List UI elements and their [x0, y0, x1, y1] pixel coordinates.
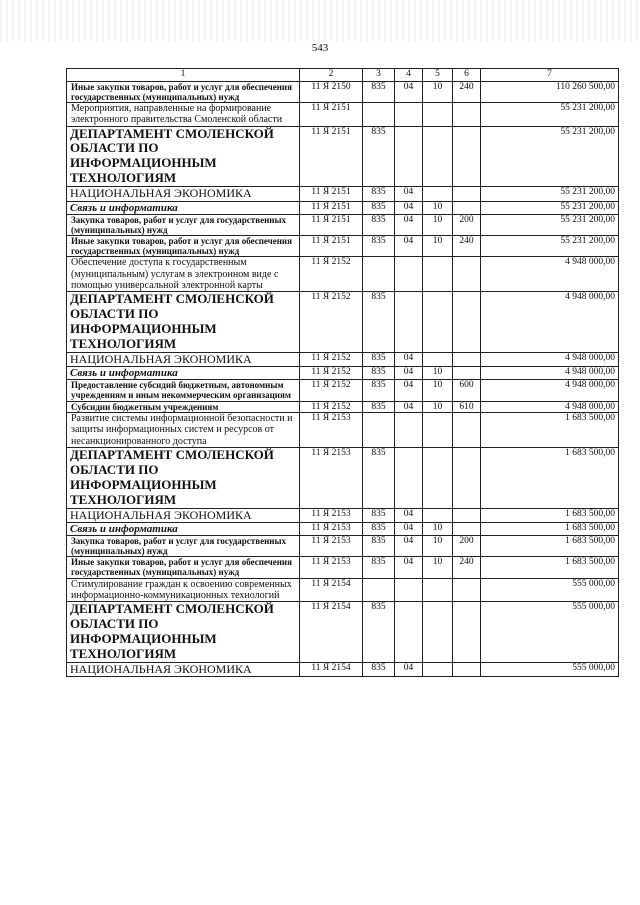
cell-amount: 55 231 200,00: [481, 201, 619, 214]
cell-code: 11 Я 2151: [300, 126, 363, 187]
cell-type: [453, 413, 481, 448]
cell-code: 11 Я 2151: [300, 236, 363, 257]
header-cell: 3: [363, 69, 395, 82]
cell-type: [453, 257, 481, 292]
header-cell: 6: [453, 69, 481, 82]
cell-name: Закупка товаров, работ и услуг для государственных (муниципальных) нужд: [67, 536, 300, 557]
cell-dept: 835: [363, 522, 395, 535]
cell-code: 11 Я 2154: [300, 578, 363, 601]
cell-sec: 04: [395, 522, 423, 535]
cell-code: 11 Я 2151: [300, 103, 363, 126]
cell-amount: 55 231 200,00: [481, 215, 619, 236]
cell-dept: 835: [363, 401, 395, 413]
cell-amount: 555 000,00: [481, 662, 619, 676]
cell-code: 11 Я 2154: [300, 601, 363, 662]
cell-name: Закупка товаров, работ и услуг для государственных (муниципальных) нужд: [67, 215, 300, 236]
cell-name: НАЦИОНАЛЬНАЯ ЭКОНОМИКА: [67, 662, 300, 676]
cell-sec: 04: [395, 401, 423, 413]
cell-name: НАЦИОНАЛЬНАЯ ЭКОНОМИКА: [67, 352, 300, 366]
cell-amount: 1 683 500,00: [481, 447, 619, 508]
cell-amount: 55 231 200,00: [481, 103, 619, 126]
cell-sub: 10: [423, 236, 453, 257]
scan-header-noise: [0, 0, 640, 42]
cell-sub: 10: [423, 536, 453, 557]
cell-dept: 835: [363, 601, 395, 662]
table-row: [67, 291, 619, 352]
cell-name: НАЦИОНАЛЬНАЯ ЭКОНОМИКА: [67, 187, 300, 201]
cell-code: 11 Я 2152: [300, 401, 363, 413]
cell-type: 610: [453, 401, 481, 413]
table-row: [67, 82, 619, 103]
cell-dept: 835: [363, 557, 395, 578]
cell-name: Связь и информатика: [67, 201, 300, 214]
cell-sec: 04: [395, 201, 423, 214]
cell-amount: 555 000,00: [481, 578, 619, 601]
cell-sec: 04: [395, 236, 423, 257]
cell-dept: 835: [363, 291, 395, 352]
cell-sec: [395, 601, 423, 662]
cell-name: Субсидии бюджетным учреждениям: [67, 401, 300, 413]
table-row: [67, 557, 619, 578]
cell-type: [453, 367, 481, 380]
cell-code: 11 Я 2151: [300, 215, 363, 236]
cell-code: 11 Я 2150: [300, 82, 363, 103]
cell-type: 240: [453, 236, 481, 257]
cell-name: Предоставление субсидий бюджетным, автономным учреждениям и иным некоммерческим организациям: [67, 380, 300, 401]
cell-amount: 1 683 500,00: [481, 413, 619, 448]
cell-code: 11 Я 2151: [300, 187, 363, 201]
cell-code: 11 Я 2153: [300, 447, 363, 508]
cell-sub: [423, 103, 453, 126]
cell-amount: 110 260 500,00: [481, 82, 619, 103]
cell-sec: [395, 291, 423, 352]
table-row: [67, 447, 619, 508]
cell-name: Иные закупки товаров, работ и услуг для обеспечения государственных (муниципальных) нужд: [67, 236, 300, 257]
cell-name: Иные закупки товаров, работ и услуг для обеспечения государственных (муниципальных) нужд: [67, 557, 300, 578]
cell-type: [453, 352, 481, 366]
cell-sub: [423, 352, 453, 366]
cell-sec: 04: [395, 367, 423, 380]
cell-sub: [423, 601, 453, 662]
cell-sec: 04: [395, 536, 423, 557]
cell-sub: 10: [423, 380, 453, 401]
cell-amount: 55 231 200,00: [481, 236, 619, 257]
cell-amount: 4 948 000,00: [481, 401, 619, 413]
cell-dept: 835: [363, 82, 395, 103]
cell-dept: 835: [363, 536, 395, 557]
cell-dept: 835: [363, 662, 395, 676]
cell-amount: 1 683 500,00: [481, 536, 619, 557]
cell-amount: 4 948 000,00: [481, 291, 619, 352]
cell-dept: [363, 103, 395, 126]
cell-sec: [395, 578, 423, 601]
cell-sub: [423, 508, 453, 522]
header-cell: 7: [481, 69, 619, 82]
cell-type: 200: [453, 215, 481, 236]
table-row: [67, 380, 619, 401]
table-row: [67, 236, 619, 257]
cell-amount: 55 231 200,00: [481, 187, 619, 201]
cell-name: ДЕПАРТАМЕНТ СМОЛЕНСКОЙ ОБЛАСТИ ПО ИНФОРМАЦИОННЫМ ТЕХНОЛОГИЯМ: [67, 601, 300, 662]
table-row: [67, 662, 619, 676]
cell-code: 11 Я 2154: [300, 662, 363, 676]
cell-type: [453, 578, 481, 601]
cell-code: 11 Я 2153: [300, 522, 363, 535]
header-cell: 2: [300, 69, 363, 82]
table-row: [67, 201, 619, 214]
cell-sub: [423, 578, 453, 601]
cell-type: 600: [453, 380, 481, 401]
table-row: [67, 103, 619, 126]
table-row: [67, 187, 619, 201]
table-row: [67, 522, 619, 535]
cell-sub: 10: [423, 82, 453, 103]
table-header-row: [67, 69, 619, 82]
cell-name: ДЕПАРТАМЕНТ СМОЛЕНСКОЙ ОБЛАСТИ ПО ИНФОРМАЦИОННЫМ ТЕХНОЛОГИЯМ: [67, 447, 300, 508]
cell-dept: 835: [363, 367, 395, 380]
budget-table: [66, 68, 619, 677]
cell-name: НАЦИОНАЛЬНАЯ ЭКОНОМИКА: [67, 508, 300, 522]
cell-name: Связь и информатика: [67, 522, 300, 535]
cell-type: [453, 187, 481, 201]
cell-sec: 04: [395, 508, 423, 522]
cell-sec: 04: [395, 187, 423, 201]
cell-dept: 835: [363, 215, 395, 236]
cell-sec: 04: [395, 352, 423, 366]
cell-sub: [423, 126, 453, 187]
cell-type: 240: [453, 557, 481, 578]
cell-type: [453, 103, 481, 126]
cell-sec: 04: [395, 662, 423, 676]
cell-name: ДЕПАРТАМЕНТ СМОЛЕНСКОЙ ОБЛАСТИ ПО ИНФОРМАЦИОННЫМ ТЕХНОЛОГИЯМ: [67, 126, 300, 187]
cell-name: Мероприятия, направленные на формирование электронного правительства Смоленской области: [67, 103, 300, 126]
cell-sub: [423, 291, 453, 352]
table-row: [67, 413, 619, 448]
table-row: [67, 601, 619, 662]
cell-dept: 835: [363, 508, 395, 522]
cell-type: [453, 662, 481, 676]
cell-sec: 04: [395, 380, 423, 401]
table-row: [67, 401, 619, 413]
cell-sub: 10: [423, 201, 453, 214]
table-row: [67, 352, 619, 366]
cell-sub: [423, 257, 453, 292]
table-row: [67, 578, 619, 601]
table-row: [67, 367, 619, 380]
table-row: [67, 536, 619, 557]
cell-code: 11 Я 2153: [300, 557, 363, 578]
table-row: [67, 257, 619, 292]
cell-amount: 555 000,00: [481, 601, 619, 662]
cell-dept: [363, 257, 395, 292]
cell-sec: 04: [395, 215, 423, 236]
cell-code: 11 Я 2151: [300, 201, 363, 214]
cell-sub: [423, 413, 453, 448]
cell-amount: 4 948 000,00: [481, 352, 619, 366]
cell-type: 200: [453, 536, 481, 557]
cell-code: 11 Я 2152: [300, 291, 363, 352]
cell-type: [453, 447, 481, 508]
cell-sub: [423, 447, 453, 508]
cell-sec: 04: [395, 82, 423, 103]
cell-amount: 55 231 200,00: [481, 126, 619, 187]
cell-type: [453, 291, 481, 352]
cell-name: Связь и информатика: [67, 367, 300, 380]
cell-sec: [395, 103, 423, 126]
cell-code: 11 Я 2152: [300, 380, 363, 401]
cell-sec: 04: [395, 557, 423, 578]
cell-sub: 10: [423, 401, 453, 413]
cell-code: 11 Я 2152: [300, 352, 363, 366]
cell-sub: 10: [423, 215, 453, 236]
cell-sec: [395, 126, 423, 187]
cell-amount: 4 948 000,00: [481, 257, 619, 292]
cell-sub: 10: [423, 557, 453, 578]
cell-code: 11 Я 2153: [300, 536, 363, 557]
cell-dept: 835: [363, 380, 395, 401]
cell-code: 11 Я 2153: [300, 413, 363, 448]
cell-name: Стимулирование граждан к освоению современных информационно-коммуникационных технологий: [67, 578, 300, 601]
cell-amount: 4 948 000,00: [481, 380, 619, 401]
page-number: 543: [311, 42, 329, 54]
table-row: [67, 215, 619, 236]
cell-name: ДЕПАРТАМЕНТ СМОЛЕНСКОЙ ОБЛАСТИ ПО ИНФОРМАЦИОННЫМ ТЕХНОЛОГИЯМ: [67, 291, 300, 352]
cell-sub: 10: [423, 522, 453, 535]
cell-dept: 835: [363, 187, 395, 201]
cell-amount: 1 683 500,00: [481, 557, 619, 578]
cell-dept: 835: [363, 447, 395, 508]
cell-dept: 835: [363, 126, 395, 187]
cell-amount: 4 948 000,00: [481, 367, 619, 380]
cell-code: 11 Я 2152: [300, 257, 363, 292]
cell-sec: [395, 413, 423, 448]
cell-sec: [395, 257, 423, 292]
cell-name: Развитие системы информационной безопасности и защиты информационных систем и ресурсов от несанкционированного доступа: [67, 413, 300, 448]
cell-sub: 10: [423, 367, 453, 380]
cell-sub: [423, 662, 453, 676]
cell-sec: [395, 447, 423, 508]
cell-name: Иные закупки товаров, работ и услуг для обеспечения государственных (муниципальных) нужд: [67, 82, 300, 103]
header-cell: 5: [423, 69, 453, 82]
cell-amount: 1 683 500,00: [481, 522, 619, 535]
cell-sub: [423, 187, 453, 201]
table-row: [67, 126, 619, 187]
cell-dept: [363, 413, 395, 448]
cell-code: 11 Я 2152: [300, 367, 363, 380]
cell-amount: 1 683 500,00: [481, 508, 619, 522]
cell-dept: [363, 578, 395, 601]
cell-dept: 835: [363, 201, 395, 214]
header-cell: 4: [395, 69, 423, 82]
cell-code: 11 Я 2153: [300, 508, 363, 522]
cell-dept: 835: [363, 236, 395, 257]
cell-type: [453, 201, 481, 214]
cell-name: Обеспечение доступа к государственным (муниципальным) услугам в электронном виде с помощью универсальной электронной карты: [67, 257, 300, 292]
header-cell: 1: [67, 69, 300, 82]
cell-type: 240: [453, 82, 481, 103]
cell-type: [453, 601, 481, 662]
cell-dept: 835: [363, 352, 395, 366]
cell-type: [453, 126, 481, 187]
cell-type: [453, 508, 481, 522]
cell-type: [453, 522, 481, 535]
table-row: [67, 508, 619, 522]
